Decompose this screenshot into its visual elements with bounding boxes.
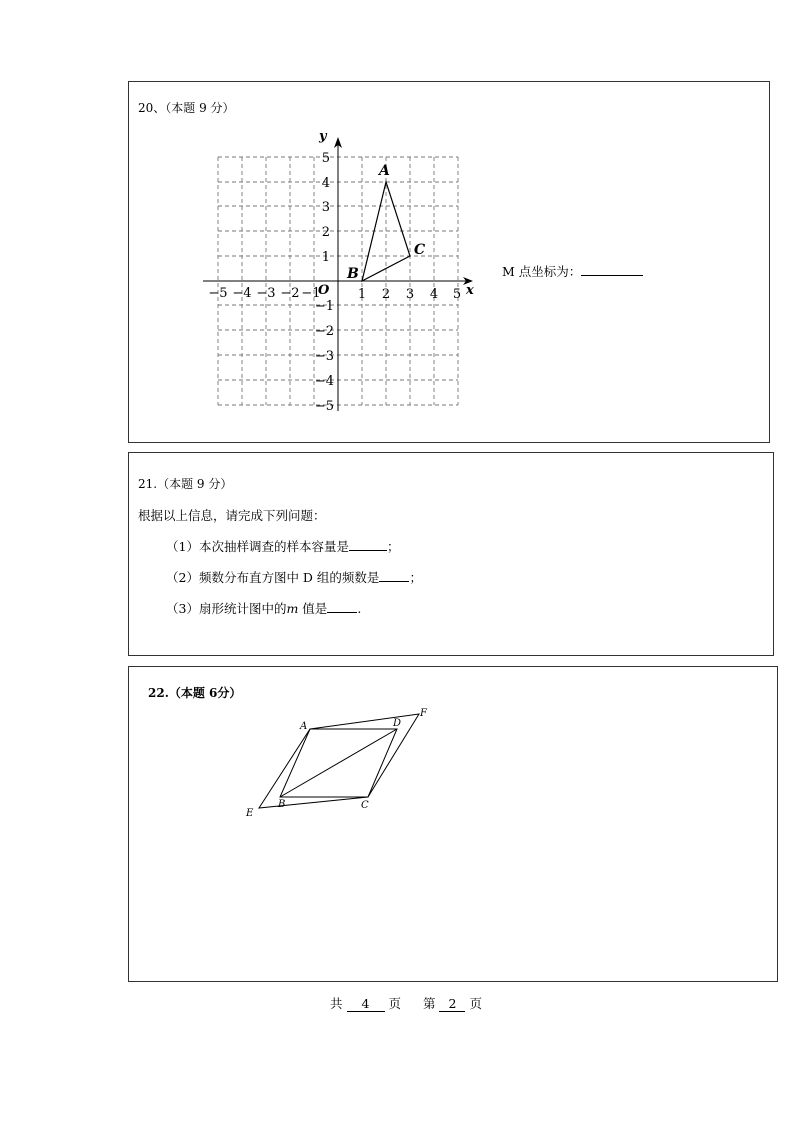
x-tick-label: 2 — [381, 287, 391, 302]
point-a-label: A — [379, 163, 390, 179]
question-21-intro: 根据以上信息，请完成下列问题： — [138, 508, 326, 523]
question-22-title: 22.（本题 6分） — [148, 686, 242, 700]
item-text: （3）扇形统计图中的 — [166, 601, 287, 616]
page-footer — [330, 994, 482, 1012]
vertex-b-label: B — [278, 799, 286, 810]
m-coordinate-label: M 点坐标为： — [502, 264, 582, 279]
item-text: 值是 — [298, 601, 328, 616]
diagonal-bd — [280, 729, 397, 797]
y-tick-label: 1 — [321, 250, 330, 265]
y-tick-label: 4 — [321, 176, 330, 191]
y-tick-label: −5 — [314, 399, 334, 414]
x-tick-label: −2 — [280, 286, 300, 301]
y-tick-label: 5 — [321, 151, 330, 166]
item-tail: ； — [386, 539, 400, 554]
point-c-label: C — [414, 242, 426, 258]
item-text: （2）频数分布直方图中 D 组的频数是 — [166, 570, 380, 585]
y-tick-label: −3 — [314, 349, 334, 364]
footer-di: 第 — [422, 996, 436, 1011]
x-tick-label: 5 — [452, 287, 462, 302]
x-tick-label: 3 — [405, 287, 415, 302]
question-20-title: 20、（本题 9 分） — [138, 101, 235, 115]
vertex-f-label: F — [420, 708, 427, 719]
x-tick-label: −3 — [256, 286, 276, 301]
vertex-c-label: C — [361, 800, 369, 811]
x-tick-label: 1 — [357, 287, 367, 302]
footer-ye: 页 — [469, 996, 482, 1011]
x-tick-label: −4 — [232, 286, 252, 301]
y-tick-label: −4 — [314, 374, 334, 389]
x-tick-label: 4 — [429, 287, 439, 302]
y-tick-label: −2 — [314, 324, 334, 339]
y-tick-label: −1 — [314, 299, 334, 314]
vertex-e-label: E — [246, 808, 254, 819]
footer-current-page: 2 — [439, 996, 465, 1012]
x-tick-label: −1 — [301, 286, 321, 301]
point-b-label: B — [347, 266, 359, 282]
y-tick-label: 2 — [321, 225, 330, 240]
y-tick-label: 3 — [321, 200, 330, 215]
item-tail: ； — [409, 570, 422, 585]
vertex-a-label: A — [300, 721, 308, 732]
variable-m: m — [286, 601, 299, 616]
vertex-d-label: D — [393, 718, 402, 729]
x-tick-label: −5 — [208, 286, 228, 301]
item-text: （1）本次抽样调查的样本容量是 — [166, 539, 349, 554]
x-axis-label: x — [466, 283, 474, 298]
footer-gong: 共 — [330, 996, 343, 1011]
y-axis-label: y — [319, 129, 327, 144]
question-21-title: 21.（本题 9 分） — [138, 477, 233, 491]
item-tail: . — [357, 601, 362, 616]
footer-ye: 页 — [388, 996, 401, 1011]
footer-total-pages: 4 — [347, 996, 385, 1012]
origin-label: O — [318, 283, 330, 298]
